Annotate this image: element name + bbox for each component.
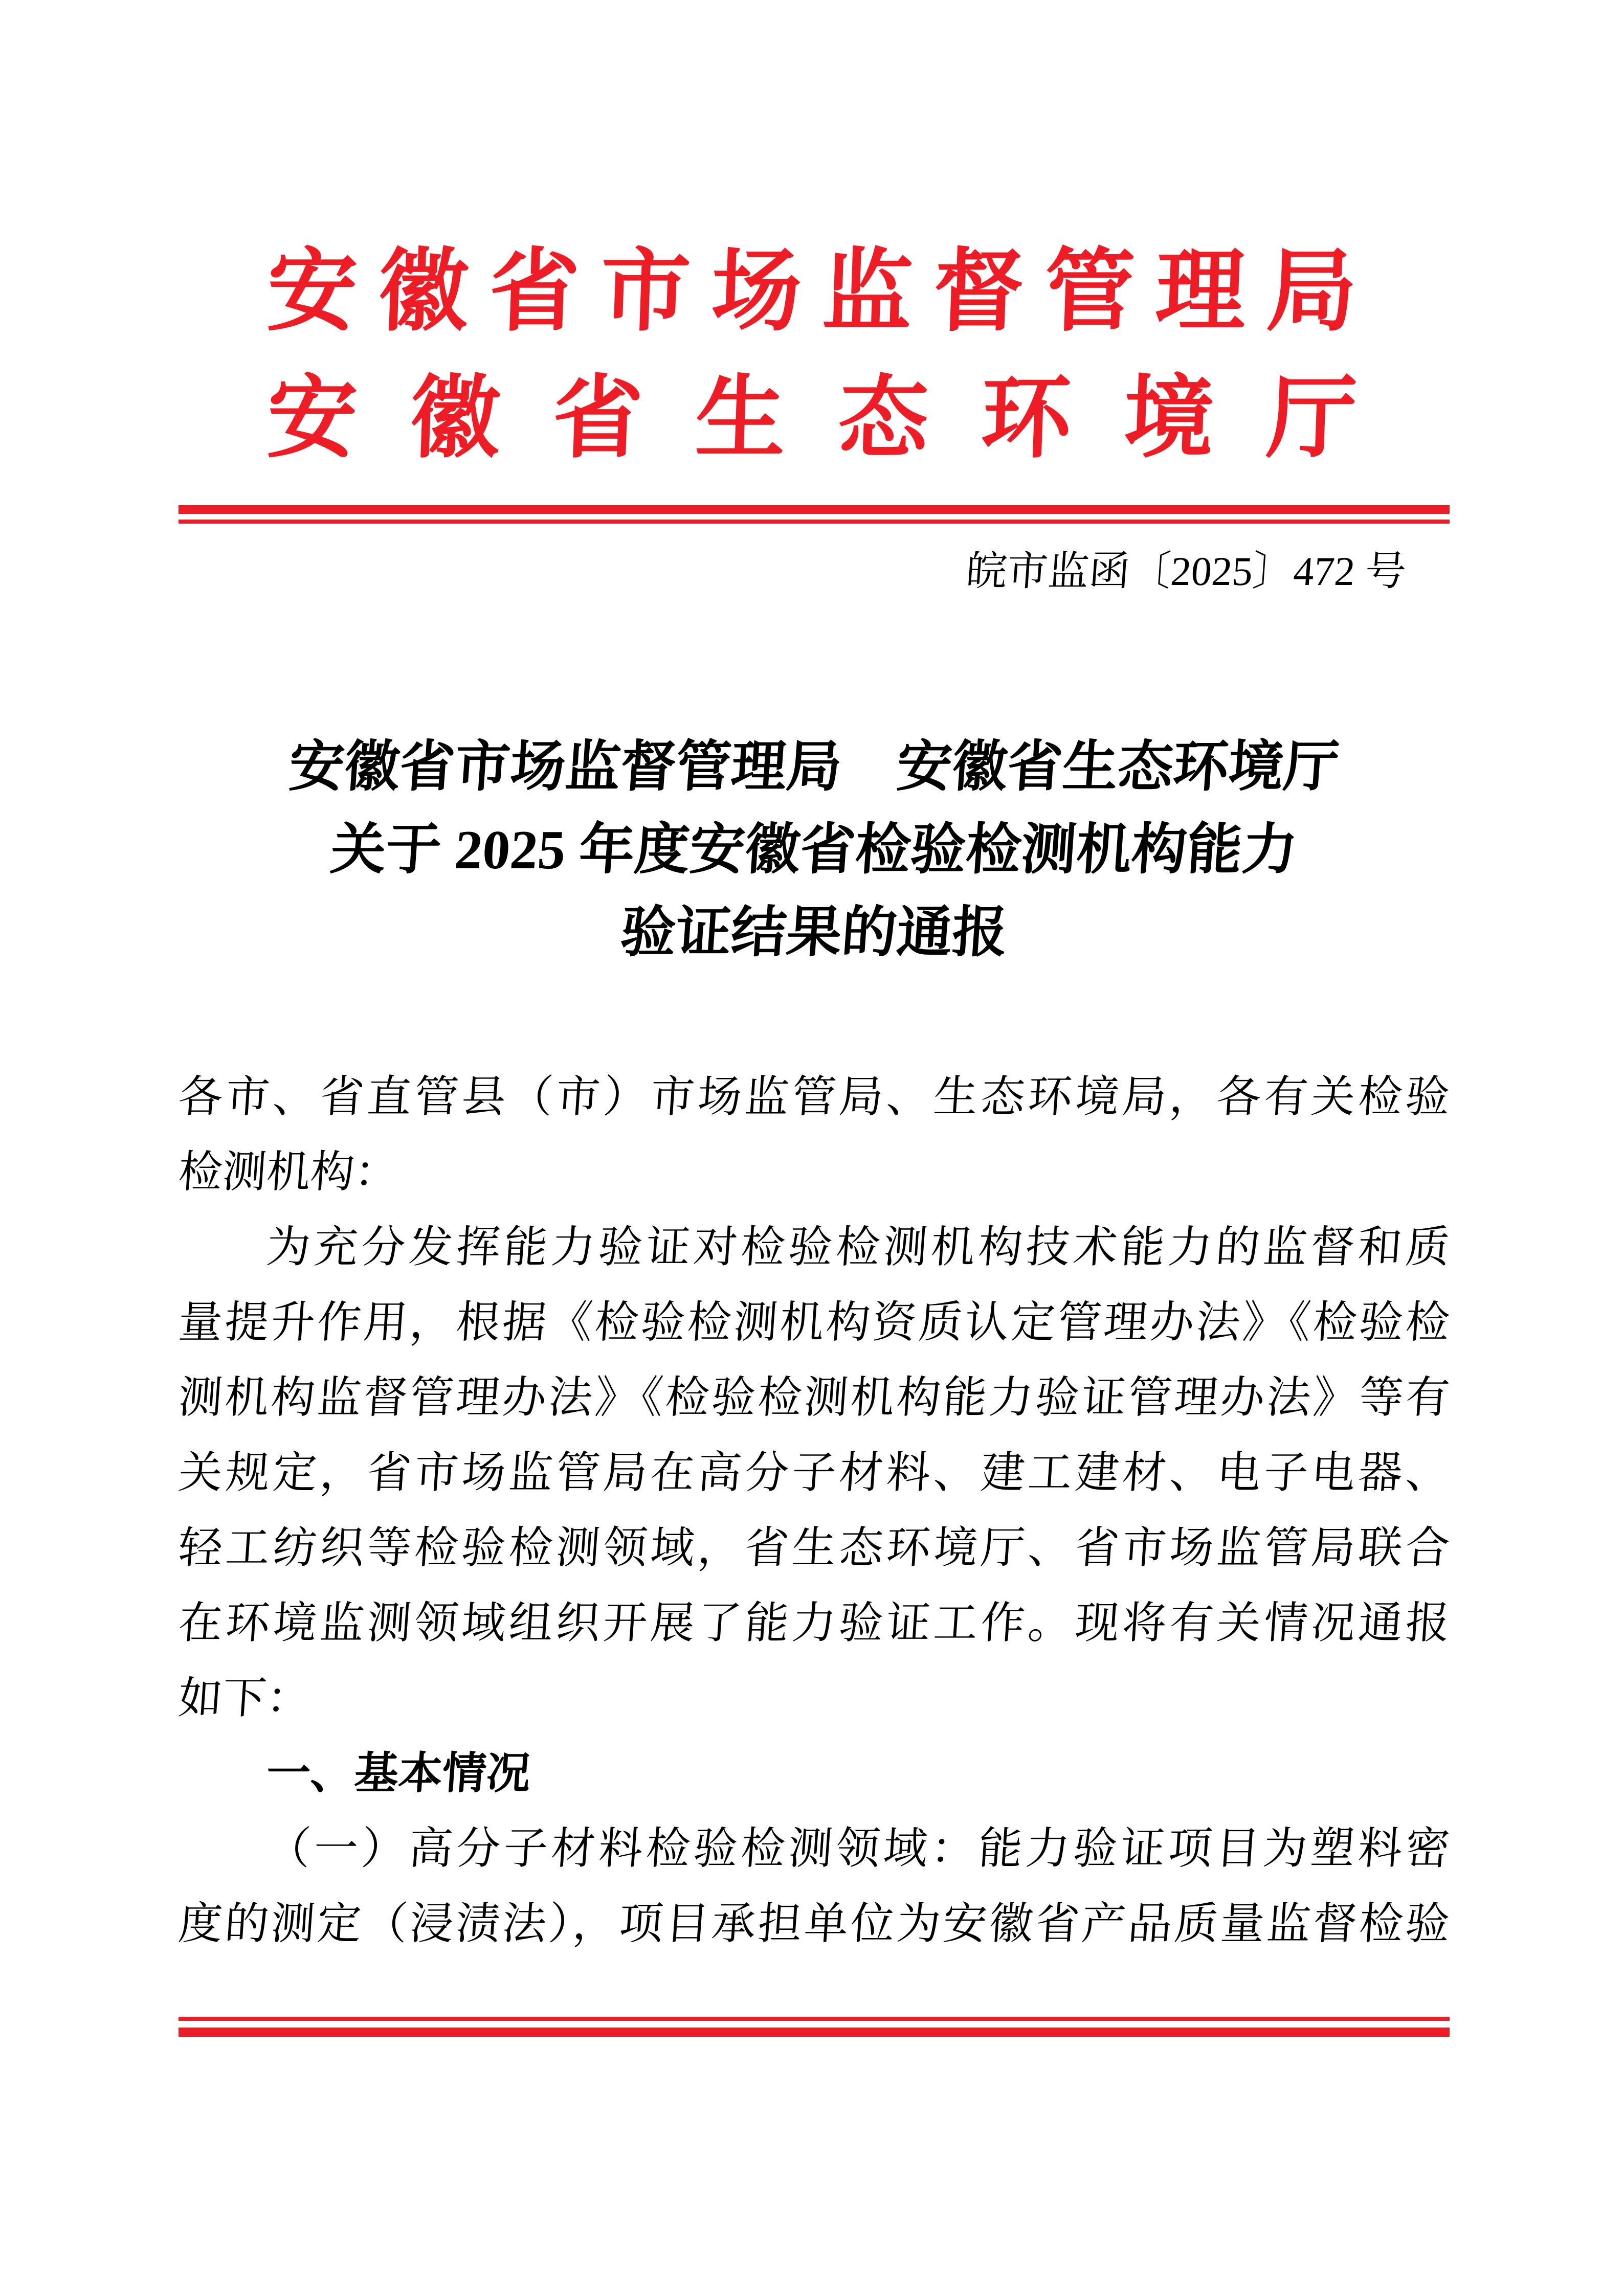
header-double-rule	[179, 505, 1450, 524]
letterhead-char: 安	[265, 242, 359, 342]
letterhead-char: 管	[1042, 242, 1137, 342]
letterhead-char: 监	[820, 242, 914, 342]
letterhead-char: 局	[1264, 242, 1359, 342]
letterhead-char: 安	[265, 369, 359, 469]
letterhead-char: 徽	[408, 369, 502, 469]
letterhead-org-line-1	[265, 220, 1359, 347]
body-line: 度的测定（浸渍法），项目承担单位为安徽省产品质量监督检验	[176, 1899, 1452, 1948]
letterhead-char: 省	[487, 242, 581, 342]
letterhead-org-line-2	[265, 347, 1359, 474]
letterhead-char: 理	[1153, 242, 1248, 342]
document-body	[176, 1060, 1452, 1962]
body-line: 为充分发挥能力验证对检验检测机构技术能力的监督和质	[264, 1223, 1452, 1272]
letterhead-char: 生	[693, 369, 787, 469]
document-title-line-3: 验证结果的通报	[618, 903, 1010, 963]
body-line: 测机构监督管理办法》《检验检测机构能力验证管理办法》等有	[176, 1373, 1452, 1422]
letterhead-char: 境	[1122, 369, 1216, 469]
body-line: 量提升作用，根据《检验检测机构资质认定管理办法》《检验检	[176, 1298, 1452, 1347]
letterhead	[265, 220, 1359, 474]
body-line: 关规定，省市场监管局在高分子材料、建工建材、电子电器、	[176, 1448, 1452, 1497]
header-rule-gap	[179, 514, 1450, 520]
header-rule-thin-line	[179, 520, 1450, 524]
body-line: 在环境监测领域组织开展了能力验证工作。现将有关情况通报	[176, 1599, 1452, 1648]
body-line: （一）高分子材料检验检测领域：能力验证项目为塑料密	[264, 1824, 1452, 1873]
footer-rule-gap	[179, 2021, 1450, 2028]
footer-double-rule	[179, 2017, 1450, 2037]
letterhead-char: 场	[709, 242, 803, 342]
body-line: 轻工纺织等检验检测领域，省生态环境厅、省市场监管局联合	[176, 1523, 1452, 1572]
document-title-line-2: 关于 2025 年度安徽省检验检测机构能力	[328, 820, 1300, 881]
letterhead-char: 环	[979, 369, 1073, 469]
document-title-line-1: 安徽省市场监督管理局 安徽省生态环境厅	[287, 737, 1341, 798]
letterhead-char: 徽	[376, 242, 470, 342]
letterhead-char: 督	[931, 242, 1025, 342]
body-line: 各市、省直管县（市）市场监管局、生态环境局，各有关检验	[176, 1072, 1452, 1121]
letterhead-char: 市	[598, 242, 692, 342]
footer-rule-thin-line	[179, 2017, 1450, 2021]
body-line: 一、基本情况	[264, 1749, 532, 1798]
letterhead-char: 省	[550, 369, 644, 469]
document-number: 皖市监函〔2025〕472 号	[964, 549, 1408, 594]
letterhead-char: 态	[836, 369, 930, 469]
letterhead-char: 厅	[1264, 369, 1359, 469]
body-line: 如下：	[176, 1674, 313, 1723]
header-rule-thick-line	[179, 505, 1450, 514]
document-title	[179, 726, 1450, 975]
footer-rule-thick-line	[179, 2028, 1450, 2037]
body-line: 检测机构：	[176, 1147, 401, 1197]
